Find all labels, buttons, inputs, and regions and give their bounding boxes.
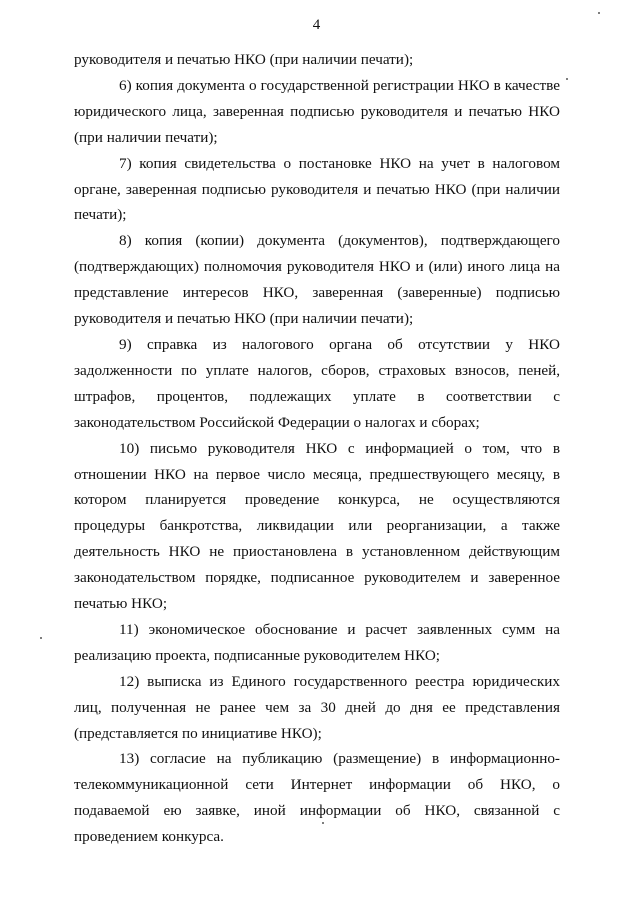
paragraph-item-6: 6) копия документа о государственной регистрации НКО в качестве юридического лица, заверенная подписью руководителя и печатью НКО (при наличии печати); — [74, 76, 560, 146]
paragraph-item-11: 11) экономическое обоснование и расчет заявленных сумм на реализацию проекта, подписанные руководителем НКО; — [74, 620, 560, 664]
paragraph-item-7: 7) копия свидетельства о постановке НКО на учет в налоговом органе, заверенная подписью руководителя и печатью НКО (при наличии печати); — [74, 154, 560, 224]
scan-speck — [598, 12, 600, 14]
page-number: 4 — [312, 17, 321, 33]
scan-speck — [322, 822, 324, 824]
paragraph-item-9: 9) справка из налогового органа об отсутствии у НКО задолженности по уплате налогов, сборов, страховых взносов, пеней, штрафов, процентов, подлежащих уплате в соответствии с законодательством Российской Федерации о налогах и сборах; — [74, 335, 560, 431]
paragraph-item-8: 8) копия (копии) документа (документов), подтверждающего (подтверждающих) полномочия руководителя НКО и (или) иного лица на представление интересов НКО, заверенная (заверенные) подписью руководителя и печатью НКО (при наличии печати); — [74, 232, 560, 328]
document-body — [74, 47, 560, 850]
paragraph-item-10: 10) письмо руководителя НКО с информацией о том, что в отношении НКО на первое число месяца, предшествующего месяцу, в котором планируется проведение конкурса, не осуществляются процедуры банкротства, ликвидации или реорганизации, а также деятельность НКО не приостановлена в установленном действующим законодательством порядке, подписанное руководителем и заверенное печатью НКО; — [74, 439, 560, 613]
scan-speck — [566, 78, 568, 80]
paragraph-continuation: руководителя и печатью НКО (при наличии печати); — [74, 51, 414, 68]
scan-speck — [40, 637, 42, 639]
paragraph-item-12: 12) выписка из Единого государственного реестра юридических лиц, полученная не ранее чем за 30 дней до дня ее представления (представляется по инициативе НКО); — [74, 672, 560, 742]
paragraph-item-13: 13) согласие на публикацию (размещение) в информационно-телекоммуникационной сети Интернет информации об НКО, о подаваемой ею заявке, иной информации об НКО, связанной с проведением конкурса. — [74, 750, 560, 846]
